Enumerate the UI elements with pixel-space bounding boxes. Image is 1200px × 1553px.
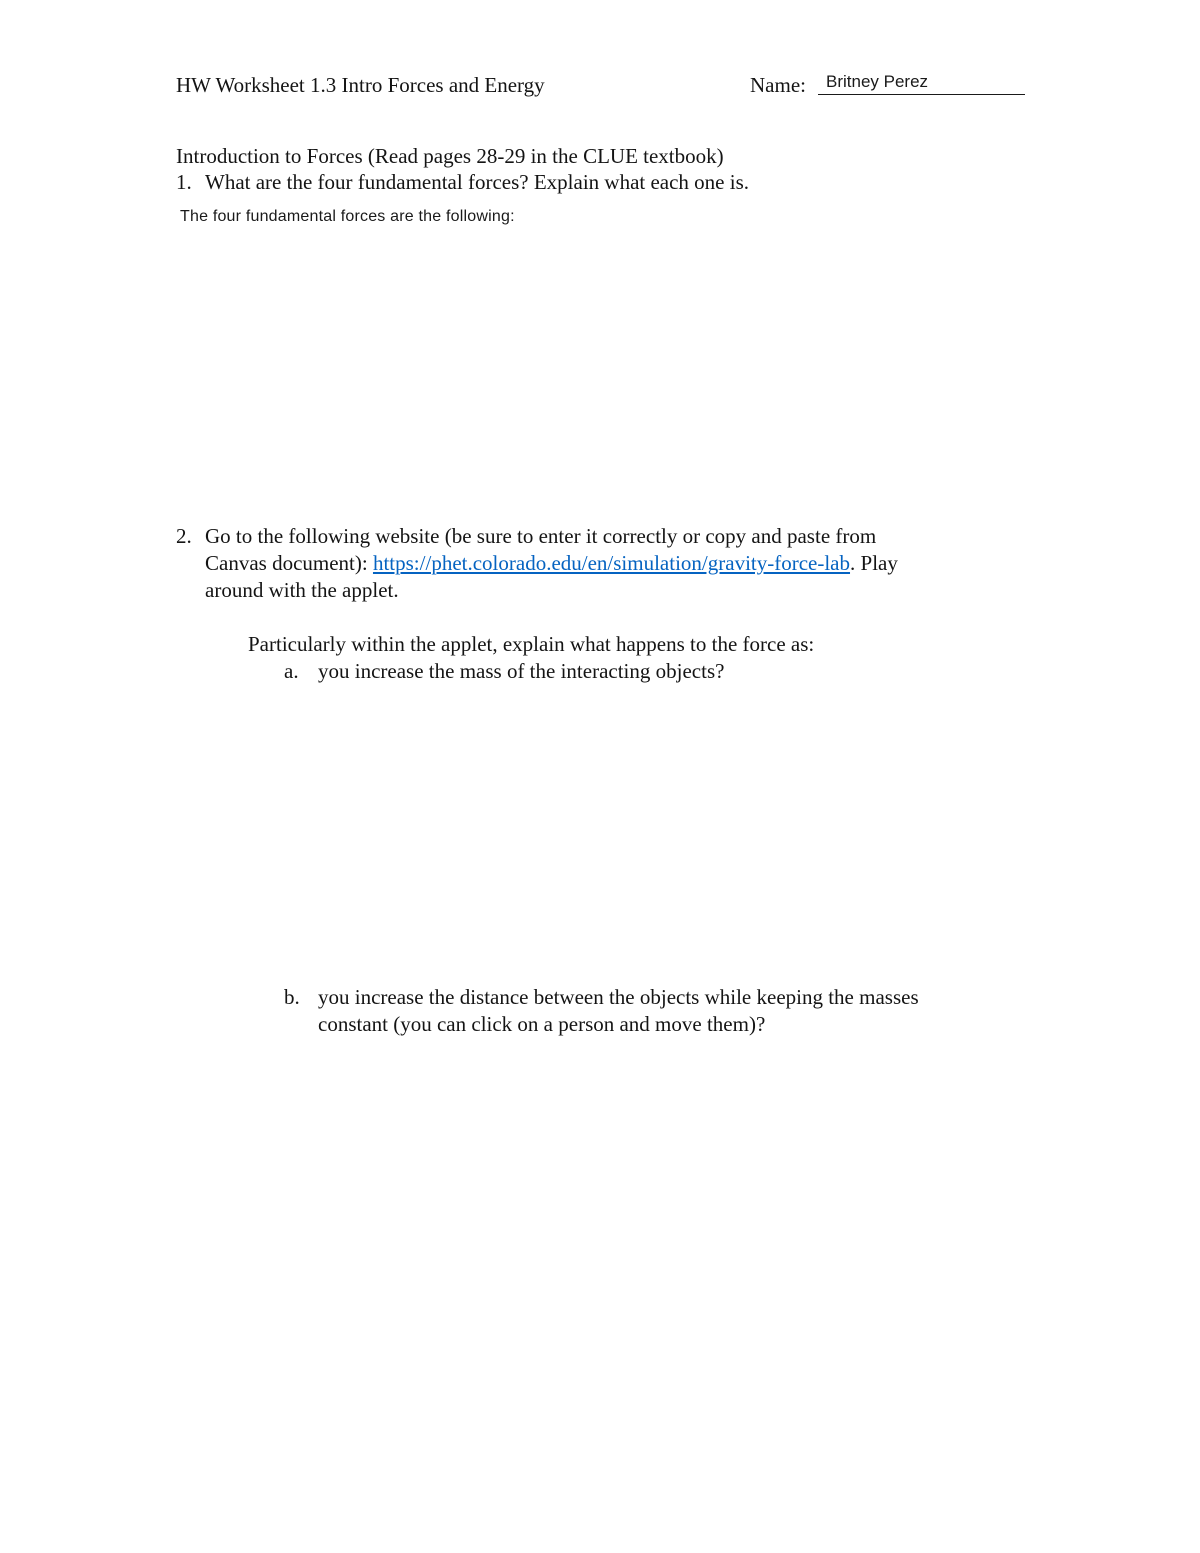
name-label: Name: [750, 73, 806, 97]
question-2-line-2-before: Canvas document): [205, 551, 373, 575]
part-a-letter: a. [284, 659, 299, 683]
question-2-line-2-after: . Play [850, 551, 898, 575]
question-1-text: What are the four fundamental forces? Explain what each one is. [205, 170, 750, 194]
part-b-line-2: constant (you can click on a person and move them)? [318, 1012, 766, 1036]
phet-gravity-link[interactable]: https://phet.colorado.edu/en/simulation/gravity-force-lab [372, 551, 851, 575]
question-2-prompt: Particularly within the applet, explain what happens to the force as: [248, 632, 815, 656]
part-a-text: you increase the mass of the interacting objects? [318, 659, 725, 683]
part-b-letter: b. [284, 985, 300, 1009]
question-2-line-1: Go to the following website (be sure to enter it correctly or copy and paste from [205, 524, 877, 548]
question-2-number: 2. [176, 524, 192, 548]
question-2-line-3: around with the applet. [205, 578, 399, 602]
section-heading: Introduction to Forces (Read pages 28-29 in the CLUE textbook) [176, 144, 724, 168]
question-1-answer[interactable]: The four fundamental forces are the following: [180, 208, 515, 225]
name-field[interactable] [818, 70, 1025, 95]
question-2-line-2 [205, 550, 898, 577]
worksheet-title: HW Worksheet 1.3 Intro Forces and Energy [176, 73, 545, 97]
part-b-line-1: you increase the distance between the objects while keeping the masses [318, 985, 919, 1009]
name-value: Britney Perez [826, 72, 929, 91]
question-1-number: 1. [176, 170, 192, 194]
